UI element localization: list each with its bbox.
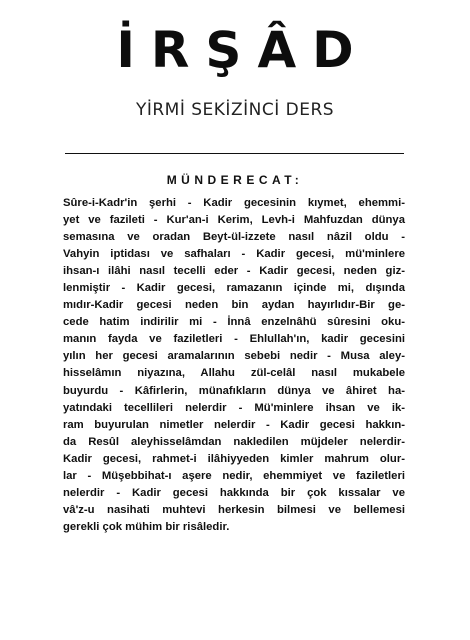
- paragraph-line: ram buyurulan nimetler nelerdir - Kadir gecesi hakkın-: [63, 418, 405, 431]
- paragraph-line: ihsan-ı ilâhi nasıl tecelli eder - Kadir gecesi, neden giz-: [63, 265, 405, 278]
- paragraph-line: nelerdir - Kadir gecesi hakkında bir çok kıssalar ve: [63, 486, 405, 499]
- paragraph-line: semasına ve oradan Beyt-ül-izzete nasıl nâzil oldu -: [63, 231, 405, 244]
- paragraph-line: cede hatim indirilir mi - İnnâ enzelnâhü sûresini oku-: [63, 316, 405, 329]
- paragraph-line: da Resûl aleyhisselâmdan nakledilen müjdeler nelerdir-: [63, 435, 405, 448]
- paragraph-line: buyurdu - Kâfirlerin, münafıkların dünya ve âhiret ha-: [63, 384, 405, 397]
- paragraph-line: lenmiştir - Kadir gecesi, ramazanın içinde mi, dışında: [63, 282, 405, 295]
- paragraph-line: lar - Müşebbihat-ı aşere nedir, ehemmiyet ve faziletleri: [63, 469, 405, 482]
- paragraph-line: yatındaki tecellileri nelerdir - Mü'minlere ihsan ve ik-: [63, 401, 405, 414]
- paragraph-line: Sûre-i-Kadr'in şerhi - Kadir gecesinin kıymet, ehemmi-: [63, 197, 405, 209]
- contents-heading: MÜNDERECAT:: [166, 173, 304, 187]
- paragraph-line: Kadir gecesi, rahmet-i ilâhiyyeden kimler mahrum olur-: [63, 452, 405, 465]
- paragraph-line: mıdır-Kadir gecesi neden bin aydan hayırlıdır-Bir ge-: [63, 299, 405, 312]
- paragraph-line: gerekli çok mühim bir risâledir.: [63, 520, 230, 533]
- horizontal-rule: [65, 153, 404, 154]
- contents-paragraph: [63, 195, 405, 536]
- book-title: İRŞÂD: [116, 21, 370, 79]
- paragraph-line: yet ve fazileti - Kur'an-i Kerim, Levh-i Mahfuzdan dünya: [63, 214, 405, 227]
- paragraph-line: Vahyin iptidası ve safhaları - Kadir gecesi, mü'minlere: [63, 248, 405, 261]
- lesson-subtitle: YİRMİ SEKİZİNCİ DERS: [135, 100, 335, 120]
- paragraph-line: manın fayda ve faziletleri - Ehlullah'ın, kadir gecesini: [63, 333, 405, 346]
- paragraph-line: hisselâmın niyazına, Allahu zül-celâl nasıl mukabele: [63, 367, 405, 380]
- paragraph-line: yılın her gecesi aramalarının sebebi nedir - Musa aley-: [63, 350, 405, 363]
- paragraph-line: vâ'z-u nasihati muhtevi herkesin bilmesi ve bellemesi: [63, 503, 405, 516]
